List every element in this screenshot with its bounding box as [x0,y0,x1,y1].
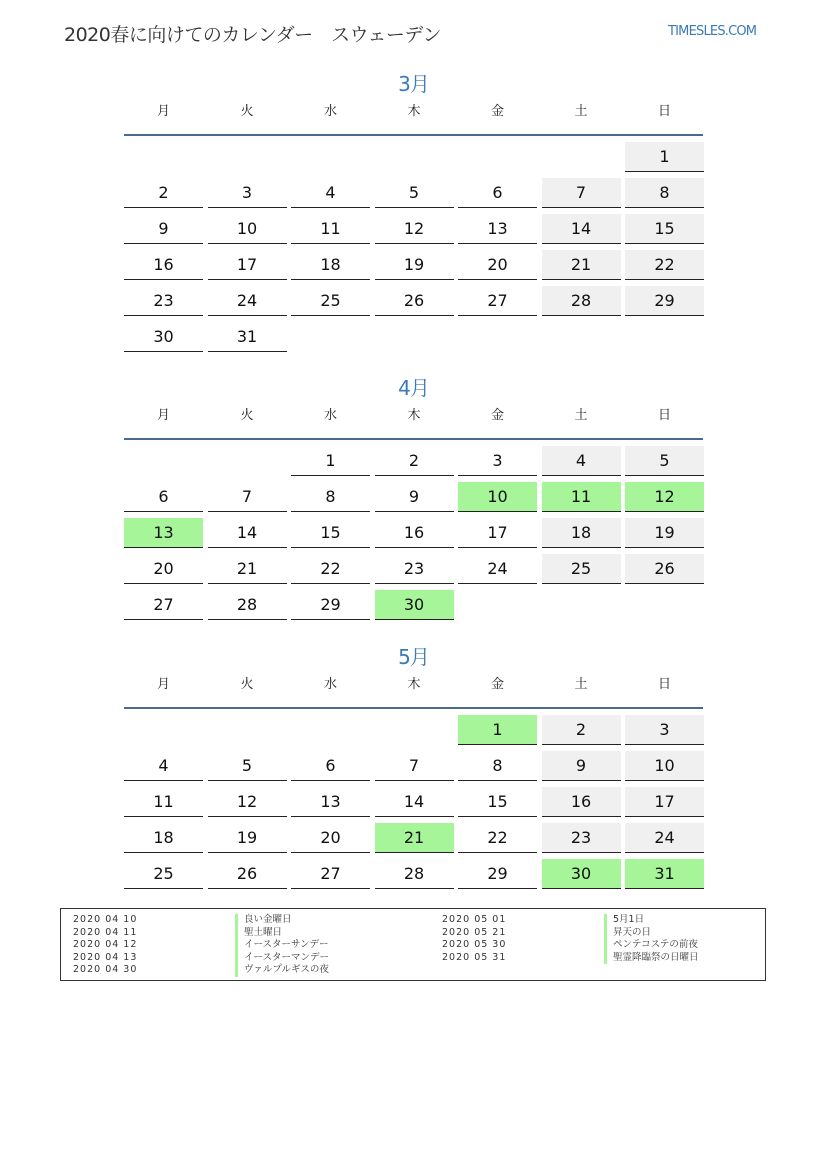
day-cell[interactable]: 22 [291,554,370,584]
day-cell[interactable]: 22 [458,823,537,853]
day-cell[interactable]: 3 [625,715,704,745]
day-cell[interactable]: 2 [542,715,621,745]
day-cell[interactable]: 16 [542,787,621,817]
day-cell[interactable]: 9 [375,482,454,512]
legend-row [442,939,699,952]
day-cell[interactable]: 19 [208,823,287,853]
legend-column-left [73,914,329,977]
day-cell[interactable]: 25 [542,554,621,584]
legend-row [73,939,329,952]
legend-date: 2020 05 01 [442,914,507,925]
legend-row [73,914,329,927]
page-title: 2020春に向けてのカレンダー スウェーデン [64,24,441,46]
weekday-label: 金 [490,677,504,692]
day-cell[interactable]: 30 [542,859,621,889]
month-title: 4月 [398,376,429,400]
legend-date: 2020 04 30 [73,964,138,975]
day-cell[interactable]: 26 [208,859,287,889]
month-title: 3月 [398,72,429,96]
weekday-label: 月 [156,677,170,692]
weekday-header [124,671,703,709]
legend-holiday-name: ペンテコステの前夜 [604,939,698,952]
legend-holiday-name: イースターサンデー [235,939,329,952]
day-cell[interactable]: 25 [124,859,203,889]
legend-row [442,914,699,927]
legend-holiday-name: 聖霊降臨祭の日曜日 [604,952,699,965]
day-cell[interactable]: 11 [542,482,621,512]
day-cell[interactable]: 17 [458,518,537,548]
day-cell[interactable]: 6 [291,751,370,781]
weekday-label: 木 [407,677,421,692]
weekday-label: 水 [323,677,337,692]
day-cell[interactable]: 4 [542,446,621,476]
weekday-label: 火 [240,408,254,423]
day-cell[interactable]: 5 [625,446,704,476]
day-cell[interactable]: 27 [458,286,537,316]
day-cell[interactable]: 29 [458,859,537,889]
day-cell[interactable]: 24 [625,823,704,853]
day-cell[interactable]: 11 [291,214,370,244]
day-cell[interactable]: 4 [291,178,370,208]
legend-row [73,952,329,965]
day-cell[interactable]: 21 [542,250,621,280]
day-cell[interactable]: 1 [625,142,704,172]
day-cell[interactable]: 8 [458,751,537,781]
weekday-header [124,98,703,136]
day-cell[interactable]: 26 [625,554,704,584]
day-cell[interactable]: 29 [291,590,370,620]
day-cell[interactable]: 22 [625,250,704,280]
day-cell[interactable]: 16 [375,518,454,548]
day-cell[interactable]: 12 [375,214,454,244]
legend-row [73,927,329,940]
day-cell[interactable]: 20 [124,554,203,584]
day-cell[interactable]: 2 [375,446,454,476]
weekday-label: 金 [490,104,504,119]
day-cell[interactable]: 23 [375,554,454,584]
day-cell[interactable]: 14 [542,214,621,244]
legend-date: 2020 05 21 [442,926,507,938]
legend-holiday-name: 聖土曜日 [235,927,282,940]
legend-holiday-name: 良い金曜日 [235,914,292,927]
day-cell[interactable]: 16 [124,250,203,280]
day-cell[interactable]: 14 [208,518,287,548]
day-cell[interactable]: 31 [625,859,704,889]
day-cell[interactable]: 7 [375,751,454,781]
legend-date: 2020 05 31 [442,951,507,963]
day-cell[interactable]: 12 [208,787,287,817]
day-cell[interactable]: 19 [625,518,704,548]
day-cell[interactable]: 3 [458,446,537,476]
day-cell[interactable]: 9 [124,214,203,244]
day-cell[interactable]: 15 [458,787,537,817]
month-april [124,374,703,614]
legend-holiday-name: ヴァルプルギスの夜 [235,964,329,977]
weekday-header [124,402,703,440]
day-cell[interactable]: 14 [375,787,454,817]
day-cell[interactable]: 8 [625,178,704,208]
legend-column-right [442,914,699,964]
weekday-label: 火 [240,104,254,119]
legend-row [442,952,699,965]
day-cell[interactable]: 24 [458,554,537,584]
day-cell[interactable]: 15 [625,214,704,244]
day-cell[interactable]: 5 [375,178,454,208]
weekday-label: 木 [407,104,421,119]
legend-date: 2020 04 12 [73,939,138,950]
weekday-label: 土 [574,677,588,692]
legend-row [73,964,329,977]
day-cell[interactable]: 1 [458,715,537,745]
day-cell[interactable]: 21 [208,554,287,584]
day-cell[interactable]: 1 [291,446,370,476]
weekday-label: 月 [156,104,170,119]
day-cell[interactable]: 20 [291,823,370,853]
day-cell[interactable]: 31 [208,322,287,352]
day-cell[interactable]: 24 [208,286,287,316]
brand-link[interactable]: TIMESLES.COM [668,24,757,39]
day-cell[interactable]: 2 [124,178,203,208]
day-cell[interactable]: 20 [458,250,537,280]
day-cell[interactable]: 15 [291,518,370,548]
day-cell[interactable]: 11 [124,787,203,817]
day-cell[interactable]: 17 [625,787,704,817]
day-cell[interactable]: 18 [291,250,370,280]
day-cell[interactable]: 30 [375,590,454,620]
month-march [124,70,703,346]
legend-holiday-name: 5月1日 [604,914,644,927]
day-cell[interactable]: 23 [124,286,203,316]
day-cell[interactable]: 19 [375,250,454,280]
weekday-label: 木 [407,408,421,423]
weekday-label: 火 [240,677,254,692]
day-cell[interactable]: 10 [208,214,287,244]
day-cell[interactable]: 29 [625,286,704,316]
legend-row [442,927,699,940]
month-title: 5月 [398,645,429,669]
day-cell[interactable]: 17 [208,250,287,280]
day-cell[interactable]: 27 [124,590,203,620]
weekday-label: 土 [574,104,588,119]
day-cell[interactable]: 28 [208,590,287,620]
day-cell[interactable]: 28 [375,859,454,889]
day-cell[interactable]: 21 [375,823,454,853]
weekday-label: 土 [574,408,588,423]
day-cell[interactable]: 3 [208,178,287,208]
day-cell[interactable]: 4 [124,751,203,781]
weekday-label: 水 [323,408,337,423]
day-cell[interactable]: 30 [124,322,203,352]
weekday-label: 水 [323,104,337,119]
day-cell[interactable]: 26 [375,286,454,316]
day-cell[interactable]: 23 [542,823,621,853]
weekday-label: 日 [657,677,671,692]
legend-date: 2020 04 10 [73,914,138,925]
weekday-label: 日 [657,408,671,423]
day-cell[interactable]: 7 [208,482,287,512]
weekday-label: 日 [657,104,671,119]
day-cell[interactable]: 7 [542,178,621,208]
day-cell[interactable]: 6 [124,482,203,512]
day-cell[interactable]: 5 [208,751,287,781]
legend-date: 2020 04 11 [73,926,138,938]
legend-date: 2020 05 30 [442,939,507,950]
day-cell[interactable]: 10 [625,751,704,781]
day-cell[interactable]: 13 [291,787,370,817]
day-cell[interactable]: 6 [458,178,537,208]
day-cell[interactable]: 8 [291,482,370,512]
day-cell[interactable]: 18 [124,823,203,853]
day-cell[interactable]: 13 [124,518,203,548]
day-cell[interactable]: 9 [542,751,621,781]
day-cell[interactable]: 27 [291,859,370,889]
day-cell[interactable]: 13 [458,214,537,244]
day-cell[interactable]: 28 [542,286,621,316]
legend-holiday-name: 昇天の日 [604,927,651,940]
weekday-label: 金 [490,408,504,423]
day-cell[interactable]: 25 [291,286,370,316]
day-cell[interactable]: 18 [542,518,621,548]
weekday-label: 月 [156,408,170,423]
day-cell[interactable]: 12 [625,482,704,512]
holiday-legend [60,908,766,981]
month-may [124,643,703,883]
legend-holiday-name: イースターマンデー [235,952,329,965]
day-cell[interactable]: 10 [458,482,537,512]
legend-date: 2020 04 13 [73,951,138,963]
